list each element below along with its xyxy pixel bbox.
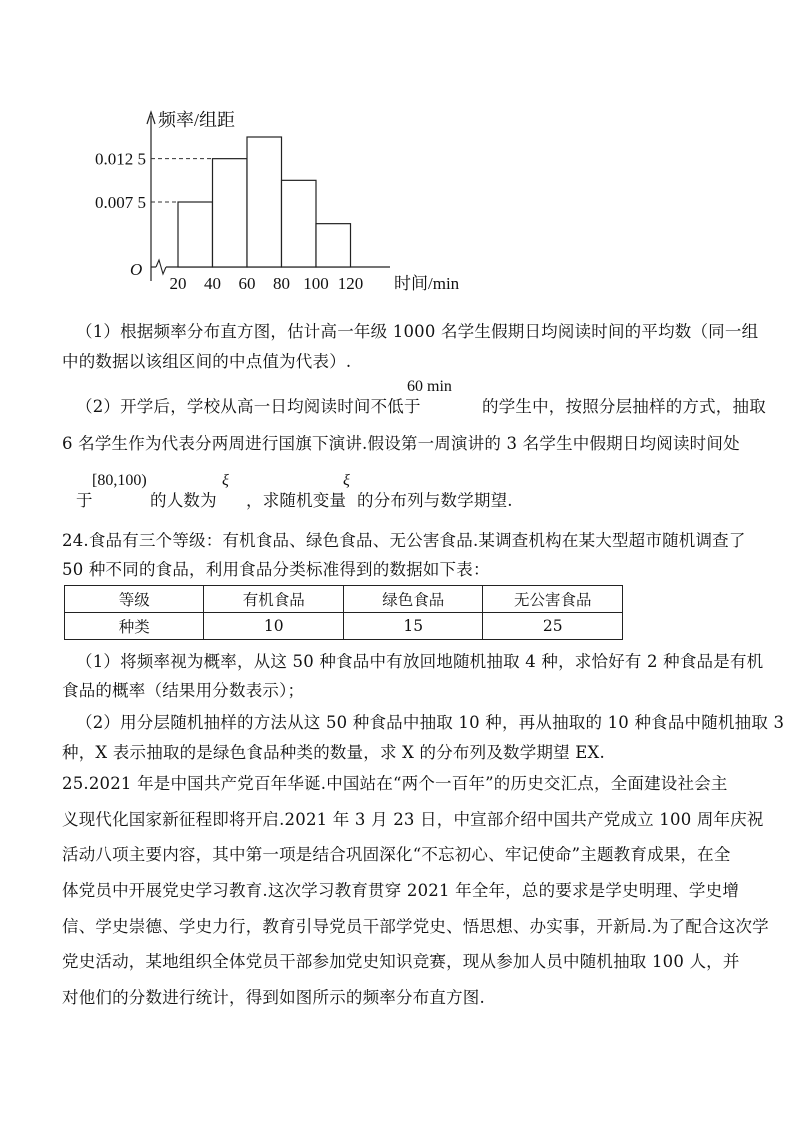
q24-part2-line1: （2）用分层随机抽样的方法从这 50 种食品中抽取 10 种，再从抽取的 10 种食品中随机抽取 3 <box>76 713 785 732</box>
table-cell: 15 <box>343 613 483 640</box>
q23-xi-symbol: ξ <box>343 472 350 489</box>
q23-part2-line2: 6 名学生作为代表分两周进行国旗下演讲.假设第一周演讲的 3 名学生中假期日均阅读时间处 <box>62 434 740 453</box>
q25-line4: 体党员中开展党史学习教育.这次学习教育贯穿 2021 年全年，总的要求是学史明理、学史增 <box>62 881 740 900</box>
x-tick-label: 120 <box>337 274 364 293</box>
table-row <box>65 613 623 640</box>
q24-part2-line2: 种，X 表示抽取的是绿色食品种类的数量，求 X 的分布列及数学期望 EX. <box>62 743 605 762</box>
table-cell: 种类 <box>65 613 204 640</box>
q23-part2-line1-b: 的学生中，按照分层抽样的方式，抽取 <box>482 397 766 416</box>
y-tick-label: 0.012 5 <box>95 149 146 169</box>
q23-xi-symbol: ξ <box>222 472 229 489</box>
origin-label: O <box>130 260 143 279</box>
table-cell: 无公害食品 <box>483 586 623 613</box>
histogram-bar <box>213 159 248 267</box>
q24-line1: 24.食品有三个等级：有机食品、绿色食品、无公害食品.某调查机构在某大型超市随机调查了 <box>62 531 746 550</box>
table-cell: 绿色食品 <box>343 586 483 613</box>
x-tick-label: 100 <box>303 274 329 293</box>
q25-line2: 义现代化国家新征程即将开启.2021 年 3 月 23 日，中宣部介绍中国共产党成立 100 周年庆祝 <box>62 810 764 829</box>
histogram-bar <box>316 224 351 267</box>
q24-part1-line2: 食品的概率（结果用分数表示）； <box>62 681 305 700</box>
table-cell: 10 <box>204 613 344 640</box>
histogram-chart <box>60 90 480 300</box>
food-table <box>64 585 623 640</box>
table-cell: 等级 <box>65 586 204 613</box>
x-tick-label: 80 <box>273 274 290 293</box>
q23-part1-line2: 中的数据以该组区间的中点值为代表）. <box>62 352 352 371</box>
q24-line2: 50 种不同的食品，利用食品分类标准得到的数据如下表： <box>62 560 490 579</box>
y-tick-label: 0.007 5 <box>95 193 146 212</box>
q23-part2-line3-a: 于 <box>76 491 93 510</box>
q23-part1-line1: （1）根据频率分布直方图，估计高一年级 1000 名学生假期日均阅读时间的平均数（同一组 <box>76 322 759 341</box>
q25-line7: 对他们的分数进行统计，得到如图所示的频率分布直方图. <box>62 988 485 1007</box>
histogram-bar <box>282 180 317 267</box>
q25-line6: 党史活动，某地组织全体党员干部参加党史知识竞赛，现从参加人员中随机抽取 100 人，并 <box>62 952 740 971</box>
q25-line5: 信、学史崇德、学史力行，教育引导党员干部学党史、悟思想、办实事，开新局.为了配合这次学 <box>62 917 769 936</box>
q23-part2-line3-b: 的人数为 <box>150 491 217 510</box>
q25-line3: 活动八项主要内容，其中第一项是结合巩固深化“不忘初心、牢记使命”主题教育成果，在全 <box>62 845 731 864</box>
q23-part2-line3-c: ，求随机变量 <box>246 491 347 510</box>
histogram-bar <box>247 137 282 267</box>
q25-line1: 25.2021 年是中国共产党百年华诞.中国站在“两个一百年”的历史交汇点，全面建设社会主 <box>62 774 728 793</box>
x-axis-label: 时间/min <box>394 274 460 293</box>
table-cell: 25 <box>483 613 623 640</box>
q24-part1-line1: （1）将频率视为概率，从这 50 种食品中有放回地随机抽取 4 种，求恰好有 2 种食品是有机 <box>76 652 764 671</box>
x-axis-break <box>156 260 166 274</box>
table-row <box>65 586 623 613</box>
x-tick-label: 40 <box>204 274 221 293</box>
table-cell: 有机食品 <box>204 586 344 613</box>
q23-part2-line1-a: （2）开学后，学校从高一日均阅读时间不低于 <box>76 397 421 416</box>
y-axis-label: 频率/组距 <box>158 110 236 130</box>
x-tick-label: 60 <box>238 274 256 293</box>
q23-part2-line3-d: 的分布列与数学期望. <box>357 491 513 510</box>
q23-interval: [80,100) <box>92 472 147 489</box>
histogram-bar <box>178 202 213 267</box>
q23-math-60min: 60 min <box>407 378 452 395</box>
x-tick-label: 20 <box>169 274 187 293</box>
